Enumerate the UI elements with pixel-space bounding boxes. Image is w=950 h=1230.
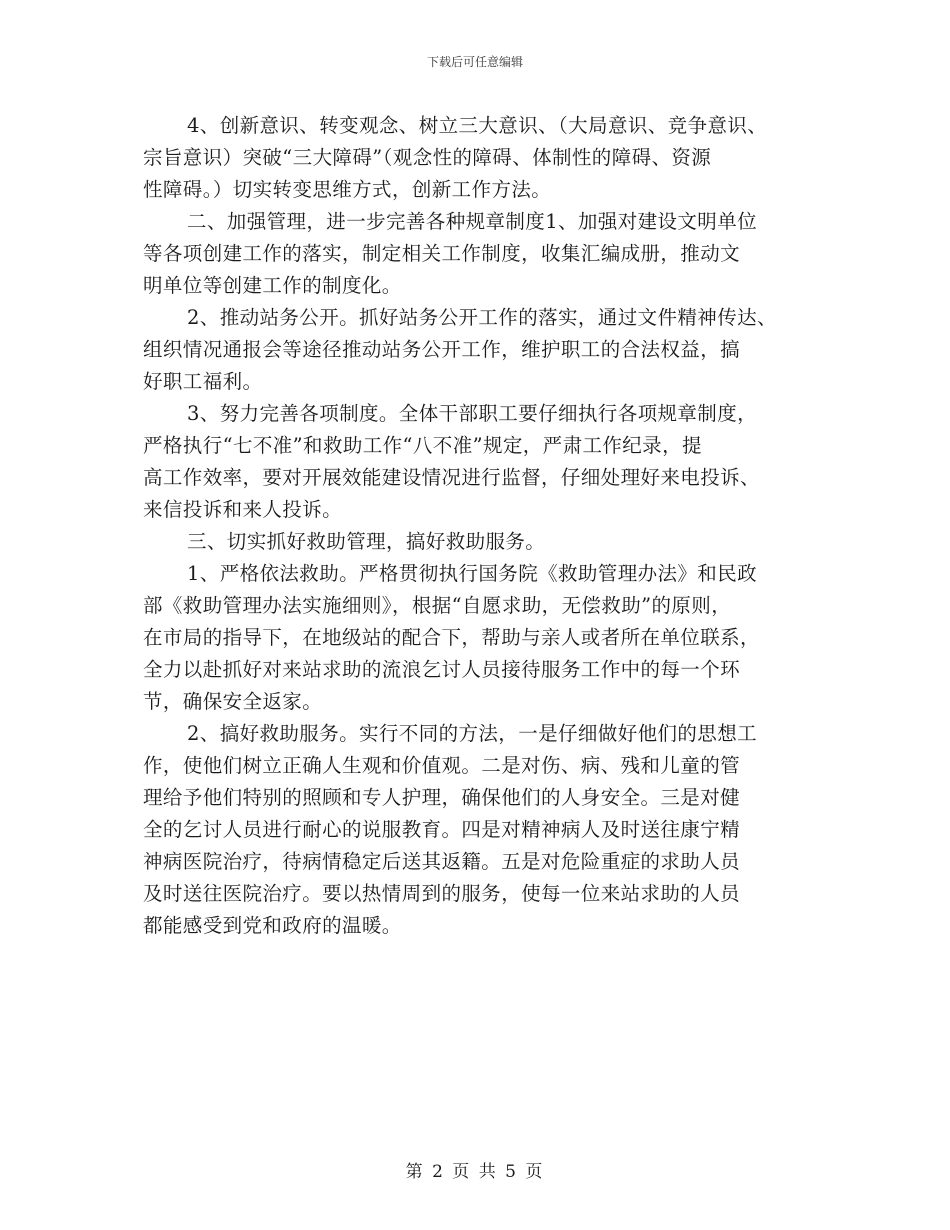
- page-header: 下载后可任意编辑: [426, 55, 523, 69]
- text-line: 等各项创建工作的落实，制定相关工作制度，收集汇编成册，推动文: [143, 242, 741, 265]
- text-line: 1、严格依法救助。严格贯彻执行国务院《救助管理办法》和民政: [187, 562, 758, 585]
- text-line: 全力以赴抓好对来站求助的流浪乞讨人员接待服务工作中的每一个环: [143, 658, 741, 681]
- text-line: 严格执行“七不准”和救助工作“八不准”规定，严肃工作纪录，提: [143, 434, 702, 457]
- text-line: 性障碍。）切实转变思维方式，创新工作方法。: [143, 178, 552, 201]
- text-line: 明单位等创建工作的制度化。: [143, 274, 402, 297]
- paragraph: [143, 110, 823, 206]
- paragraph: [143, 302, 823, 398]
- text-line: 3、努力完善各项制度。全体干部职工要仔细执行各项规章制度，: [187, 402, 758, 425]
- document-body: [143, 110, 823, 942]
- text-line: 神病医院治疗，待病情稳定后送其返籍。五是对危险重症的求助人员: [143, 850, 741, 873]
- text-line: 2、推动站务公开。抓好站务公开工作的落实，通过文件精神传达、: [187, 306, 777, 329]
- text-line: 作，使他们树立正确人生观和价值观。二是对伤、病、残和儿童的管: [143, 754, 741, 777]
- text-line: 节，确保安全返家。: [143, 690, 323, 713]
- text-line: 高工作效率，要对开展效能建设情况进行监督，仔细处理好来电投诉、: [143, 466, 760, 489]
- paragraph: [143, 718, 823, 942]
- text-line: 来信投诉和来人投诉。: [143, 498, 343, 521]
- text-line: 组织情况通报会等途径推动站务公开工作，维护职工的合法权益，搞: [143, 338, 741, 361]
- text-line: 都能感受到党和政府的温暖。: [143, 914, 402, 937]
- text-line: 好职工福利。: [143, 370, 263, 393]
- text-line: 在市局的指导下，在地级站的配合下，帮助与亲人或者所在单位联系，: [143, 626, 760, 649]
- text-line: 2、搞好救助服务。实行不同的方法，一是仔细做好他们的思想工: [187, 722, 758, 745]
- text-line: 二、加强管理，进一步完善各种规章制度1、加强对建设文明单位: [187, 210, 758, 233]
- paragraph: [143, 206, 823, 302]
- paragraph: [143, 558, 823, 718]
- section-heading: [143, 526, 823, 558]
- text-line: 部《救助管理办法实施细则》，根据“自愿求助，无偿救助”的原则，: [143, 594, 732, 617]
- page-number: 第 2 页 共 5 页: [405, 1162, 545, 1182]
- text-line: 及时送往医院治疗。要以热情周到的服务，使每一位来站求助的人员: [143, 882, 741, 905]
- text-line: 宗旨意识）突破“三大障碍”（观念性的障碍、体制性的障碍、资源: [143, 146, 712, 169]
- text-line: 理给予他们特别的照顾和专人护理，确保他们的人身安全。三是对健: [143, 786, 741, 809]
- text-line: 三、切实抓好救助管理，搞好救助服务。: [187, 530, 546, 553]
- text-line: 全的乞讨人员进行耐心的说服教育。四是对精神病人及时送往康宁精: [143, 818, 741, 841]
- text-line: 4、创新意识、转变观念、树立三大意识、（大局意识、竞争意识、: [187, 114, 768, 137]
- paragraph: [143, 398, 823, 526]
